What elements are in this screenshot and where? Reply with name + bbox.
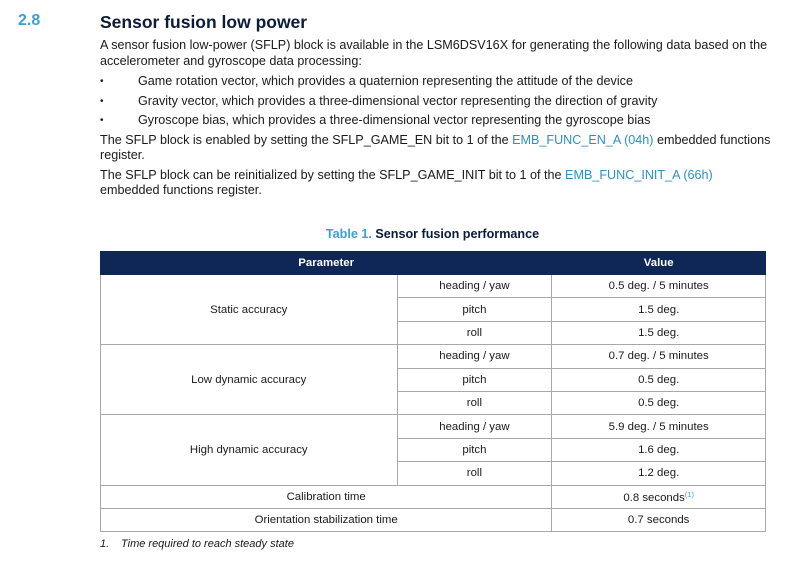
value-cell: 0.5 deg. / 5 minutes [552,275,766,298]
list-item: • Game rotation vector, which provides a quaternion representing the attitude of the device [100,72,775,92]
footnote-ref[interactable]: (1) [684,489,694,499]
group-label: Low dynamic accuracy [101,345,398,415]
header-parameter: Parameter [101,252,552,275]
group-label: High dynamic accuracy [101,415,398,485]
list-item: • Gyroscope bias, which provides a three-dimensional vector representing the gyroscope bias [100,111,775,131]
value-cell: 5.9 deg. / 5 minutes [552,415,766,438]
orientation-value: 0.7 seconds [552,508,766,531]
value-cell: 1.5 deg. [552,321,766,344]
axis-cell: heading / yaw [397,345,552,368]
enable-paragraph: The SFLP block is enabled by setting the SFLP_GAME_EN bit to 1 of the EMB_FUNC_EN_A (04h) embedded functions register. [100,132,771,162]
value-cell: 0.5 deg. [552,391,766,414]
axis-cell: pitch [397,438,552,461]
section-title: Sensor fusion low power [100,12,308,32]
axis-cell: roll [397,462,552,485]
bullet-icon: • [100,115,104,126]
table-caption-title: Sensor fusion performance [375,227,540,241]
emb-func-init-a-link[interactable]: EMB_FUNC_INIT_A (66h) [565,167,713,182]
table-row [101,508,766,531]
bullet-icon: • [100,95,104,107]
value-cell: 0.5 deg. [552,368,766,391]
table-footnote [100,538,294,550]
axis-cell: pitch [397,368,552,391]
value-cell: 0.7 deg. / 5 minutes [552,345,766,368]
footnote-number: 1. [100,538,110,550]
intro-paragraph: A sensor fusion low-power (SFLP) block is available in the LSM6DSV16X for generating the following data based on the accelerometer and gyroscope data processing: [100,38,768,68]
section-body [100,38,775,203]
value-cell: 1.6 deg. [552,438,766,461]
axis-cell: heading / yaw [397,415,552,438]
orientation-label: Orientation stabilization time [101,508,552,531]
axis-cell: pitch [397,298,552,321]
feature-list [100,72,775,131]
table-header-row [101,252,766,275]
table-row [101,275,766,298]
table-row [101,415,766,438]
axis-cell: roll [397,321,552,344]
table-row [101,345,766,368]
emb-func-en-a-link[interactable]: EMB_FUNC_EN_A (04h) [512,132,654,147]
init-paragraph: The SFLP block can be reinitialized by setting the SFLP_GAME_INIT bit to 1 of the EMB_FUNC_INIT_A (66h) embedded functions register. [100,167,713,197]
group-label: Static accuracy [101,275,398,345]
section-number: 2.8 [18,12,41,29]
table-caption [0,227,785,241]
table-row [101,485,766,508]
bullet-icon: • [100,76,104,87]
axis-cell: heading / yaw [397,275,552,298]
table-caption-number: Table 1. [325,227,372,241]
axis-cell: roll [397,391,552,414]
calibration-label: Calibration time [101,485,552,508]
value-cell: 1.2 deg. [552,462,766,485]
calibration-value: 0.8 seconds$^{(1)}$ [552,485,766,508]
value-cell: 1.5 deg. [552,298,766,321]
header-value: Value [552,252,766,275]
performance-table [100,251,766,532]
list-item: • Gravity vector, which provides a three-dimensional vector representing the direction of gravity [100,92,775,112]
footnote-text: Time required to reach steady state [121,538,294,550]
